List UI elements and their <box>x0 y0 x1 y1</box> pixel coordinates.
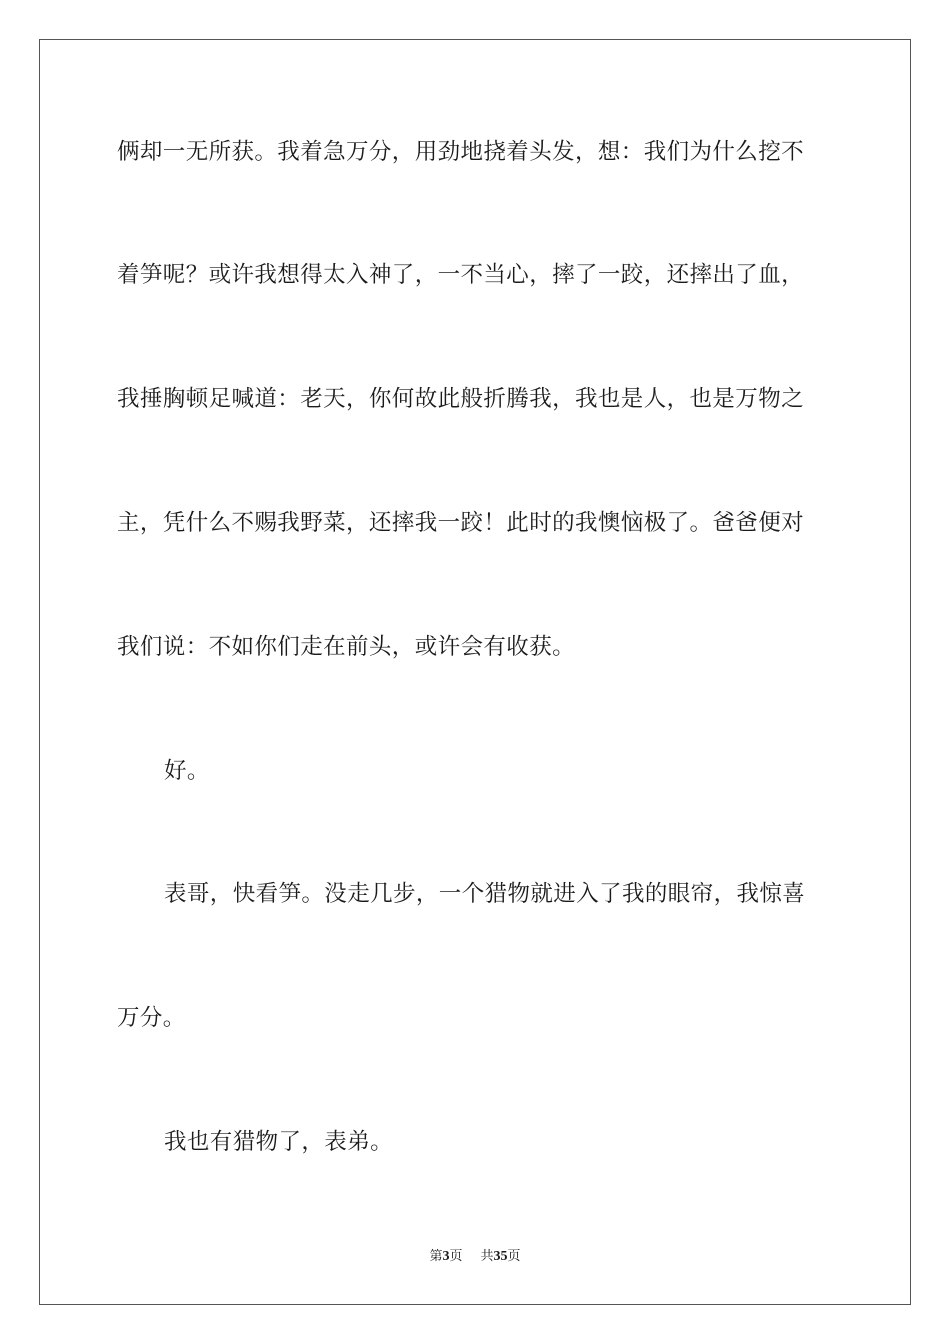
text-line-3: 我捶胸顿足喊道：老天，你何故此般折腾我，我也是人，也是万物之 <box>117 386 805 412</box>
page-unit: 页 <box>449 1249 463 1264</box>
text-line-6: 好。 <box>164 758 210 784</box>
page-footer <box>0 1248 950 1266</box>
total-pages: 35 <box>493 1249 508 1264</box>
text-line-2: 着笋呢？或许我想得太入神了，一不当心，摔了一跤，还摔出了血， <box>117 262 805 288</box>
text-line-8: 万分。 <box>117 1005 186 1031</box>
page-number: 3 <box>442 1249 450 1264</box>
page-border <box>39 39 911 1305</box>
text-line-1: 俩却一无所获。我着急万分，用劲地挠着头发，想：我们为什么挖不 <box>117 139 805 165</box>
text-line-7: 表哥，快看笋。没走几步，一个猎物就进入了我的眼帘，我惊喜 <box>164 881 806 907</box>
text-line-9: 我也有猎物了，表弟。 <box>164 1129 394 1155</box>
text-line-4: 主，凭什么不赐我野菜，还摔我一跤！此时的我懊恼极了。爸爸便对 <box>117 510 805 536</box>
total-prefix: 共 <box>480 1249 494 1264</box>
text-line-5: 我们说：不如你们走在前头，或许会有收获。 <box>117 634 576 660</box>
total-unit: 页 <box>507 1249 521 1264</box>
page-prefix: 第 <box>429 1249 443 1264</box>
